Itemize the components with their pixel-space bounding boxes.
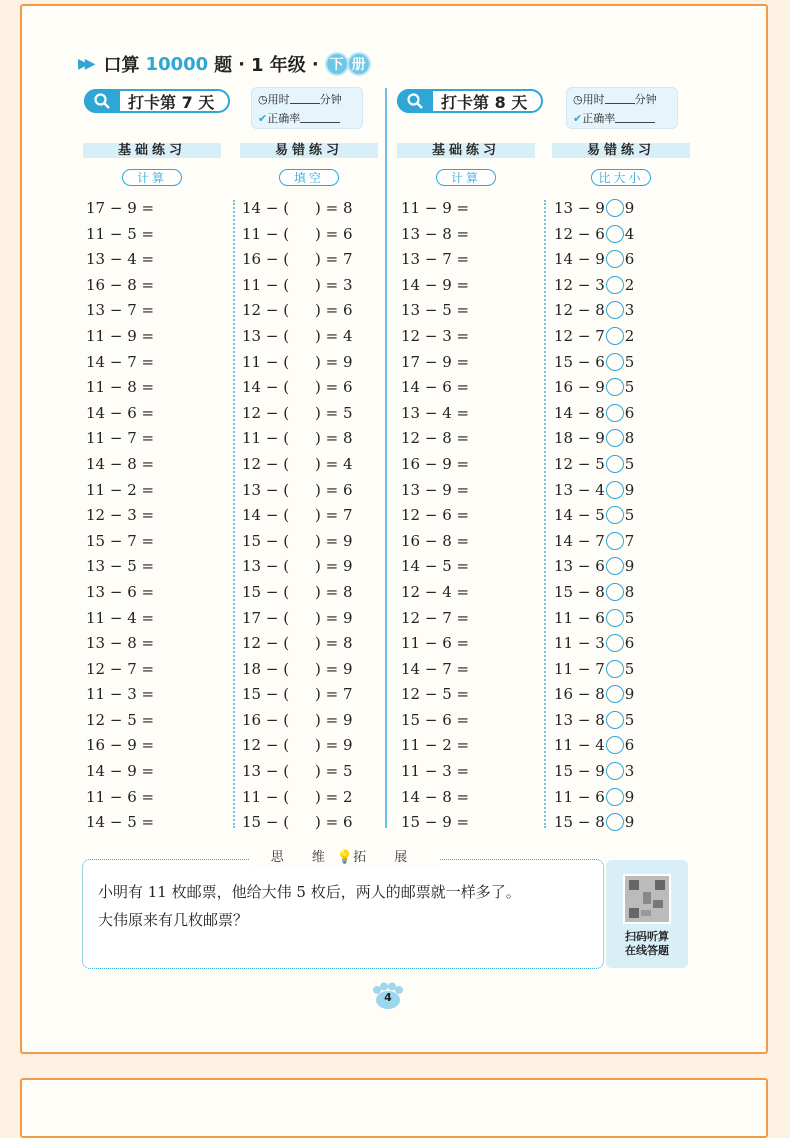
double-arrow-icon: ▶▶ xyxy=(78,56,92,72)
fill-row xyxy=(242,478,353,504)
compare-circle[interactable] xyxy=(606,378,624,396)
answer-blank xyxy=(289,733,315,759)
fill-left: 13 − ( xyxy=(242,326,290,345)
compare-left: 14 − 8 xyxy=(554,403,605,422)
compare-circle[interactable] xyxy=(606,404,624,422)
compare-left: 12 − 8 xyxy=(554,301,605,320)
day-7-title: 打卡第 7 天 xyxy=(128,92,215,112)
compare-circle[interactable] xyxy=(606,506,624,524)
compare-row xyxy=(554,503,634,529)
page-number-badge xyxy=(369,982,407,1010)
compare-right: 2 xyxy=(624,326,635,345)
answer-blank xyxy=(289,554,315,580)
fill-right: ) = 7 xyxy=(315,685,353,704)
fill-row xyxy=(242,631,353,657)
fill-left: 16 − ( xyxy=(242,250,290,269)
lightbulb-icon: 💡 xyxy=(336,850,354,865)
fill-right: ) = 6 xyxy=(315,480,353,499)
problem-row: 14 − 7 = xyxy=(86,352,155,371)
problem-row: 12 − 3 = xyxy=(401,326,470,345)
compare-circle[interactable] xyxy=(606,762,624,780)
next-page-edge xyxy=(20,1078,768,1138)
fill-row xyxy=(242,452,353,478)
fill-right: ) = 2 xyxy=(315,787,353,806)
problem-row: 12 − 6 = xyxy=(401,506,470,525)
compare-row xyxy=(554,222,634,248)
compare-left: 15 − 6 xyxy=(554,352,605,371)
problem-row: 11 − 2 = xyxy=(401,736,470,755)
fill-right: ) = 3 xyxy=(315,275,353,294)
fill-left: 12 − ( xyxy=(242,403,290,422)
fill-left: 11 − ( xyxy=(242,224,290,243)
compare-row xyxy=(554,708,634,734)
answer-blank xyxy=(289,452,315,478)
fill-row xyxy=(242,580,353,606)
answer-blank xyxy=(289,606,315,632)
compare-circle[interactable] xyxy=(606,685,624,703)
problem-row: 12 − 3 = xyxy=(86,506,155,525)
fill-row xyxy=(242,298,353,324)
dotted-separator-left xyxy=(233,200,235,828)
problem-row: 13 − 4 = xyxy=(86,250,155,269)
compare-circle[interactable] xyxy=(606,276,624,294)
compare-row xyxy=(554,733,634,759)
compare-circle[interactable] xyxy=(606,788,624,806)
fill-row xyxy=(242,733,353,759)
dotted-separator-right xyxy=(544,200,546,828)
problem-row: 11 − 6 = xyxy=(401,634,470,653)
problem-row: 14 − 9 = xyxy=(401,275,470,294)
problem-row: 11 − 9 = xyxy=(401,199,470,217)
compare-row xyxy=(554,554,634,580)
fill-left: 13 − ( xyxy=(242,480,290,499)
thinking-question xyxy=(98,878,593,934)
compare-row xyxy=(554,785,634,811)
compare-right: 3 xyxy=(624,762,635,781)
fill-left: 15 − ( xyxy=(242,813,290,832)
compare-row xyxy=(554,657,634,683)
clock-icon: ◷ xyxy=(258,93,268,106)
compare-left: 16 − 8 xyxy=(554,685,605,704)
compare-left: 14 − 5 xyxy=(554,506,605,525)
problem-row: 11 − 3 = xyxy=(86,685,155,704)
fill-right: ) = 6 xyxy=(315,378,353,397)
fill-right: ) = 9 xyxy=(315,352,353,371)
problem-row: 13 − 5 = xyxy=(86,557,155,576)
answer-blank xyxy=(289,503,315,529)
question-line-2: 大伟原来有几枚邮票？ xyxy=(98,911,249,929)
compare-right: 5 xyxy=(624,454,635,473)
compare-left: 13 − 9 xyxy=(554,199,605,217)
fill-row xyxy=(242,222,353,248)
problem-row: 13 − 5 = xyxy=(401,301,470,320)
compare-circle[interactable] xyxy=(606,250,624,268)
problem-row: 11 − 2 = xyxy=(86,480,155,499)
header-suffix: 题 xyxy=(214,55,233,76)
day-8-label xyxy=(397,89,543,113)
compare-circle[interactable] xyxy=(606,711,624,729)
problem-row: 14 − 5 = xyxy=(401,557,470,576)
problem-row: 12 − 5 = xyxy=(86,710,155,729)
answer-blank xyxy=(289,426,315,452)
compare-left: 15 − 9 xyxy=(554,762,605,781)
fill-right: ) = 9 xyxy=(315,736,353,755)
fill-row xyxy=(242,606,353,632)
compare-row xyxy=(554,324,634,350)
fill-right: ) = 6 xyxy=(315,224,353,243)
fill-right: ) = 6 xyxy=(315,301,353,320)
tag-fill: 填空 xyxy=(279,169,339,186)
problem-row: 13 − 4 = xyxy=(401,403,470,422)
column-fill-day7 xyxy=(242,196,353,836)
compare-left: 11 − 7 xyxy=(554,659,605,678)
day-8-title: 打卡第 8 天 xyxy=(441,92,528,112)
fill-right: ) = 8 xyxy=(315,199,353,217)
compare-right: 5 xyxy=(624,710,635,729)
fill-left: 13 − ( xyxy=(242,762,290,781)
answer-blank xyxy=(289,657,315,683)
answer-blank xyxy=(289,785,315,811)
compare-circle[interactable] xyxy=(606,429,624,447)
header-grade: 1 年级 xyxy=(251,55,306,76)
problem-row: 11 − 4 = xyxy=(86,608,155,627)
answer-blank xyxy=(289,273,315,299)
qr-label-1: 扫码听算 xyxy=(625,930,669,943)
compare-row xyxy=(554,273,634,299)
compare-right: 5 xyxy=(624,378,635,397)
compare-circle[interactable] xyxy=(606,353,624,371)
problem-row: 17 − 9 = xyxy=(401,352,470,371)
compare-circle[interactable] xyxy=(606,301,624,319)
compare-right: 6 xyxy=(624,250,635,269)
fill-left: 14 − ( xyxy=(242,506,290,525)
fill-left: 11 − ( xyxy=(242,429,290,448)
fill-row xyxy=(242,810,353,836)
answer-blank xyxy=(289,298,315,324)
compare-right: 4 xyxy=(624,224,635,243)
fill-left: 18 − ( xyxy=(242,659,290,678)
volume-badge-b: 册 xyxy=(347,52,371,76)
fill-right: ) = 9 xyxy=(315,557,353,576)
fill-row xyxy=(242,196,353,222)
qr-label-2: 在线答题 xyxy=(625,944,669,957)
page-number: 4 xyxy=(384,991,392,1004)
compare-circle[interactable] xyxy=(606,736,624,754)
problem-row: 12 − 7 = xyxy=(401,608,470,627)
compare-right: 5 xyxy=(624,352,635,371)
compare-row xyxy=(554,247,634,273)
column-basic-day8 xyxy=(401,196,469,836)
answer-blank xyxy=(289,810,315,836)
fill-right: ) = 6 xyxy=(315,813,353,832)
problem-row: 16 − 9 = xyxy=(401,454,470,473)
fill-right: ) = 5 xyxy=(315,762,353,781)
compare-left: 16 − 9 xyxy=(554,378,605,397)
answer-blank xyxy=(289,196,315,222)
fill-left: 12 − ( xyxy=(242,301,290,320)
fill-row xyxy=(242,350,353,376)
answer-blank xyxy=(289,478,315,504)
fill-left: 11 − ( xyxy=(242,352,290,371)
compare-row xyxy=(554,298,634,324)
day-7-label xyxy=(84,89,230,113)
day-8-stats: ◷用时 分钟 ✔正确率 xyxy=(566,87,678,129)
compare-row xyxy=(554,529,634,555)
problem-row: 14 − 8 = xyxy=(401,787,470,806)
qr-code-icon[interactable] xyxy=(623,874,671,924)
fill-left: 12 − ( xyxy=(242,736,290,755)
compare-right: 6 xyxy=(624,736,635,755)
problem-row: 12 − 7 = xyxy=(86,659,155,678)
answer-blank xyxy=(289,247,315,273)
fill-row xyxy=(242,785,353,811)
fill-right: ) = 7 xyxy=(315,250,353,269)
compare-right: 9 xyxy=(624,787,635,806)
problem-row: 13 − 7 = xyxy=(401,250,470,269)
compare-circle[interactable] xyxy=(606,660,624,678)
fill-left: 13 − ( xyxy=(242,557,290,576)
fill-left: 17 − ( xyxy=(242,608,290,627)
fill-row xyxy=(242,682,353,708)
compare-row xyxy=(554,478,634,504)
compare-left: 14 − 9 xyxy=(554,250,605,269)
fill-row xyxy=(242,375,353,401)
compare-right: 6 xyxy=(624,403,635,422)
check-icon: ✔ xyxy=(258,112,268,125)
fill-left: 14 − ( xyxy=(242,378,290,397)
compare-row xyxy=(554,606,634,632)
fill-right: ) = 9 xyxy=(315,659,353,678)
problem-row: 14 − 6 = xyxy=(401,378,470,397)
fill-left: 16 − ( xyxy=(242,710,290,729)
fill-right: ) = 8 xyxy=(315,634,353,653)
compare-right: 5 xyxy=(624,608,635,627)
answer-blank xyxy=(289,580,315,606)
compare-left: 15 − 8 xyxy=(554,582,605,601)
compare-left: 18 − 9 xyxy=(554,429,605,448)
search-icon xyxy=(397,89,433,113)
fill-right: ) = 8 xyxy=(315,582,353,601)
problem-row: 12 − 4 = xyxy=(401,582,470,601)
problem-row: 13 − 6 = xyxy=(86,582,155,601)
answer-blank xyxy=(289,529,315,555)
compare-left: 15 − 8 xyxy=(554,813,605,832)
compare-row xyxy=(554,426,634,452)
fill-row xyxy=(242,273,353,299)
problem-row: 11 − 6 = xyxy=(86,787,155,806)
compare-left: 13 − 4 xyxy=(554,480,605,499)
compare-circle[interactable] xyxy=(606,481,624,499)
fill-row xyxy=(242,324,353,350)
search-icon xyxy=(84,89,120,113)
problem-row: 11 − 7 = xyxy=(86,429,155,448)
fill-row xyxy=(242,759,353,785)
column-compare-day8 xyxy=(554,196,634,836)
header-count: 10000 xyxy=(145,53,209,75)
answer-blank xyxy=(289,324,315,350)
compare-circle[interactable] xyxy=(606,634,624,652)
compare-row xyxy=(554,401,634,427)
problem-row: 14 − 9 = xyxy=(86,762,155,781)
fill-row xyxy=(242,401,353,427)
compare-right: 8 xyxy=(624,582,635,601)
thinking-title: 思 维💡拓 展 xyxy=(250,848,440,868)
compare-left: 11 − 3 xyxy=(554,634,605,653)
compare-left: 11 − 4 xyxy=(554,736,605,755)
compare-circle[interactable] xyxy=(606,327,624,345)
compare-left: 12 − 6 xyxy=(554,224,605,243)
section-basic-left: 基础练习 xyxy=(83,143,221,158)
fill-left: 15 − ( xyxy=(242,531,290,550)
compare-left: 12 − 5 xyxy=(554,454,605,473)
fill-right: ) = 9 xyxy=(315,710,353,729)
fill-row xyxy=(242,426,353,452)
compare-left: 12 − 7 xyxy=(554,326,605,345)
problem-row: 12 − 8 = xyxy=(401,429,470,448)
problem-row: 13 − 9 = xyxy=(401,480,470,499)
compare-right: 6 xyxy=(624,634,635,653)
problem-row: 13 − 8 = xyxy=(401,224,470,243)
tag-compare: 比大小 xyxy=(591,169,651,186)
clock-icon: ◷ xyxy=(573,93,583,106)
compare-right: 3 xyxy=(624,301,635,320)
answer-blank xyxy=(289,759,315,785)
compare-right: 8 xyxy=(624,429,635,448)
compare-circle[interactable] xyxy=(606,199,624,217)
fill-right: ) = 8 xyxy=(315,429,353,448)
question-line-1: 小明有 11 枚邮票，他给大伟 5 枚后，两人的邮票就一样多了。 xyxy=(98,883,521,901)
fill-left: 12 − ( xyxy=(242,454,290,473)
compare-left: 12 − 3 xyxy=(554,275,605,294)
compare-row xyxy=(554,631,634,657)
fill-left: 15 − ( xyxy=(242,582,290,601)
compare-right: 2 xyxy=(624,275,635,294)
answer-blank xyxy=(289,375,315,401)
section-error-right: 易错练习 xyxy=(552,143,690,158)
fill-row xyxy=(242,529,353,555)
compare-left: 11 − 6 xyxy=(554,787,605,806)
fill-right: ) = 9 xyxy=(315,608,353,627)
compare-row xyxy=(554,452,634,478)
problem-row: 14 − 8 = xyxy=(86,454,155,473)
problem-row: 17 − 9 = xyxy=(86,199,155,217)
problem-row: 11 − 3 = xyxy=(401,762,470,781)
compare-circle[interactable] xyxy=(606,532,624,550)
qr-panel xyxy=(606,860,688,968)
tag-calc-right: 计算 xyxy=(436,169,496,186)
answer-blank xyxy=(289,682,315,708)
compare-right: 9 xyxy=(624,199,635,217)
problem-row: 16 − 9 = xyxy=(86,736,155,755)
compare-circle[interactable] xyxy=(606,813,624,831)
problem-row: 13 − 7 = xyxy=(86,301,155,320)
problem-row: 16 − 8 = xyxy=(401,531,470,550)
fill-left: 14 − ( xyxy=(242,199,290,217)
fill-right: ) = 7 xyxy=(315,506,353,525)
compare-left: 13 − 8 xyxy=(554,710,605,729)
compare-left: 13 − 6 xyxy=(554,557,605,576)
compare-row xyxy=(554,580,634,606)
problem-row: 14 − 7 = xyxy=(401,659,470,678)
problem-row: 11 − 5 = xyxy=(86,224,155,243)
answer-blank xyxy=(289,708,315,734)
problem-row: 14 − 6 = xyxy=(86,403,155,422)
problem-row: 11 − 9 = xyxy=(86,326,155,345)
problem-row: 15 − 6 = xyxy=(401,710,470,729)
compare-right: 9 xyxy=(624,685,635,704)
fill-row xyxy=(242,708,353,734)
fill-row xyxy=(242,657,353,683)
compare-row xyxy=(554,759,634,785)
problem-row: 12 − 5 = xyxy=(401,685,470,704)
problem-row: 13 − 8 = xyxy=(86,634,155,653)
compare-circle[interactable] xyxy=(606,455,624,473)
compare-right: 9 xyxy=(624,480,635,499)
answer-blank xyxy=(289,631,315,657)
answer-blank xyxy=(289,350,315,376)
answer-blank xyxy=(289,401,315,427)
compare-circle[interactable] xyxy=(606,583,624,601)
answer-blank xyxy=(289,222,315,248)
compare-row xyxy=(554,810,634,836)
section-basic-right: 基础练习 xyxy=(397,143,535,158)
fill-right: ) = 9 xyxy=(315,531,353,550)
fill-row xyxy=(242,247,353,273)
fill-right: ) = 5 xyxy=(315,403,353,422)
tag-calc-left: 计算 xyxy=(122,169,182,186)
compare-row xyxy=(554,375,634,401)
problem-row: 11 − 8 = xyxy=(86,378,155,397)
compare-right: 5 xyxy=(624,506,635,525)
day-7-stats: ◷用时 分钟 ✔正确率 xyxy=(251,87,363,129)
compare-right: 9 xyxy=(624,813,635,832)
compare-circle[interactable] xyxy=(606,609,624,627)
fill-row xyxy=(242,503,353,529)
compare-right: 9 xyxy=(624,557,635,576)
compare-circle[interactable] xyxy=(606,225,624,243)
compare-left: 14 − 7 xyxy=(554,531,605,550)
compare-circle[interactable] xyxy=(606,557,624,575)
column-basic-day7 xyxy=(86,196,154,836)
section-error-left: 易错练习 xyxy=(240,143,378,158)
compare-row xyxy=(554,196,634,222)
compare-left: 11 − 6 xyxy=(554,608,605,627)
problem-row: 14 − 5 = xyxy=(86,813,155,832)
volume-badge-a: 下 xyxy=(325,52,349,76)
compare-right: 5 xyxy=(624,659,635,678)
fill-left: 15 − ( xyxy=(242,685,290,704)
problem-row: 15 − 9 = xyxy=(401,813,470,832)
header-prefix: 口算 xyxy=(103,55,140,76)
fill-row xyxy=(242,554,353,580)
check-icon: ✔ xyxy=(573,112,583,125)
fill-left: 11 − ( xyxy=(242,787,290,806)
fill-left: 12 − ( xyxy=(242,634,290,653)
fill-right: ) = 4 xyxy=(315,326,353,345)
problem-row: 15 − 7 = xyxy=(86,531,155,550)
compare-row xyxy=(554,350,634,376)
compare-right: 7 xyxy=(624,531,635,550)
problem-row: 16 − 8 = xyxy=(86,275,155,294)
fill-left: 11 − ( xyxy=(242,275,290,294)
book-header: ▶▶ 口算 10000 题 · 1 年级 · 下 册 xyxy=(78,50,371,78)
center-divider xyxy=(385,88,387,828)
compare-row xyxy=(554,682,634,708)
fill-right: ) = 4 xyxy=(315,454,353,473)
